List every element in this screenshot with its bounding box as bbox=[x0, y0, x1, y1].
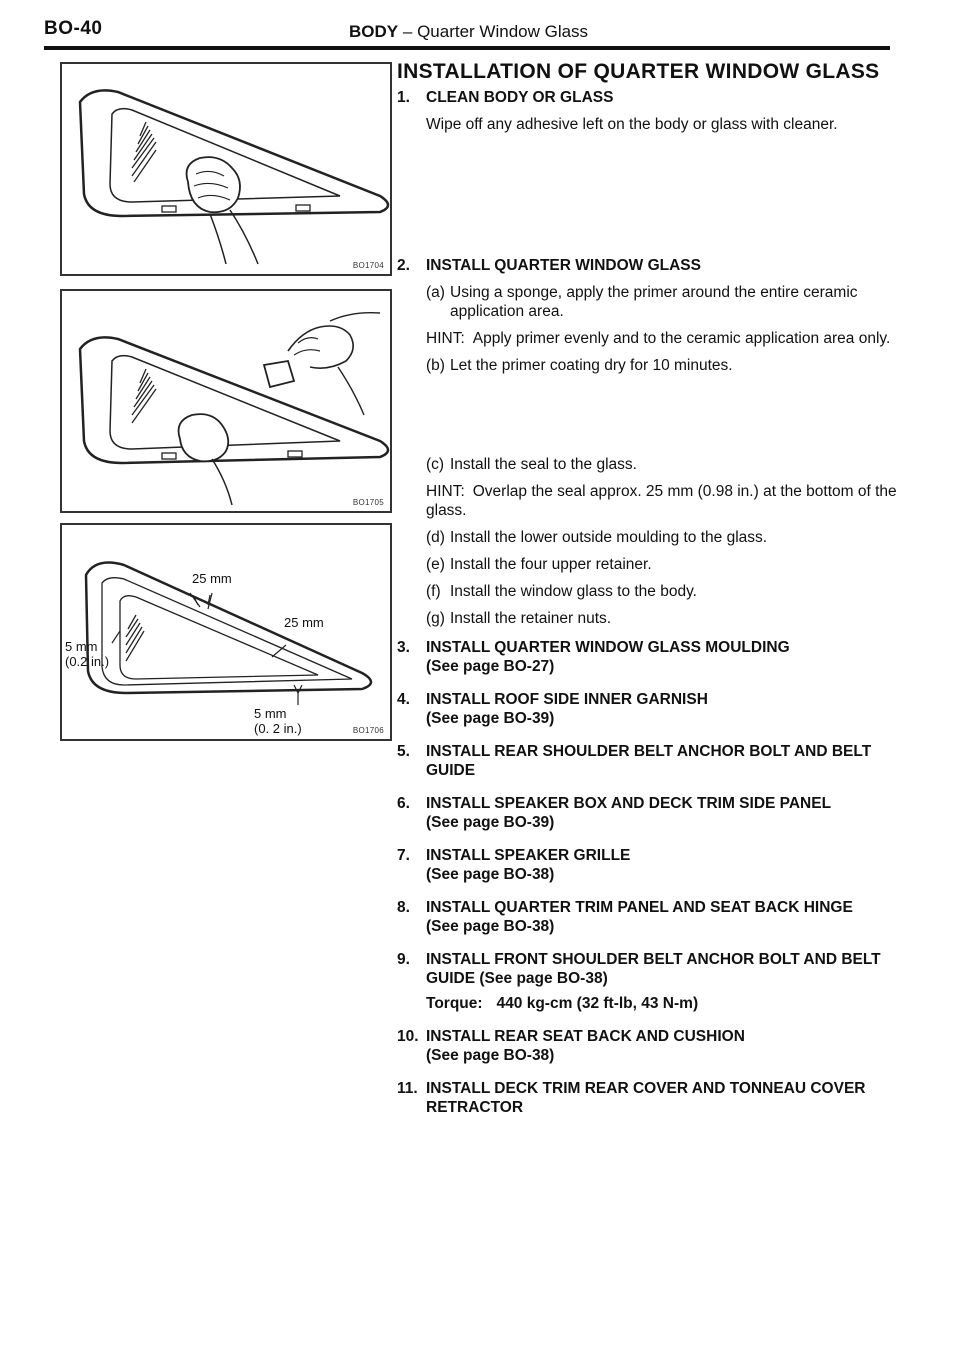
step-number: 11. bbox=[397, 1080, 418, 1097]
header-subsection: Quarter Window Glass bbox=[417, 22, 589, 41]
sub-label: (e) bbox=[426, 556, 445, 573]
sub-text: Install the four upper retainer. bbox=[450, 556, 652, 573]
step-number: 4. bbox=[397, 691, 410, 708]
step-title: INSTALL DECK TRIM REAR COVER AND TONNEAU COVER RETRACTOR bbox=[426, 1080, 866, 1116]
step-title: INSTALL REAR SEAT BACK AND CUSHION bbox=[426, 1028, 745, 1045]
page-reference: (See page BO-38) bbox=[426, 866, 555, 883]
step-title: INSTALL QUARTER WINDOW GLASS MOULDING bbox=[426, 639, 790, 656]
step-11-heading bbox=[397, 1079, 897, 1117]
illustration-apply-primer bbox=[62, 291, 390, 511]
sub-label: (b) bbox=[426, 357, 445, 374]
header-section: BODY bbox=[349, 22, 399, 41]
illustration-seal-dimensions bbox=[62, 525, 390, 739]
header-title bbox=[349, 22, 588, 42]
sub-label: (f) bbox=[426, 583, 441, 600]
step-number: 5. bbox=[397, 743, 410, 760]
step-10-heading bbox=[397, 1027, 897, 1065]
step-2e bbox=[397, 555, 897, 574]
sub-label: (g) bbox=[426, 610, 445, 627]
page-reference: (See page BO-38) bbox=[426, 918, 555, 935]
sub-label: (a) bbox=[426, 284, 445, 301]
hint-label: HINT: bbox=[426, 483, 465, 500]
section-title: INSTALLATION OF QUARTER WINDOW GLASS bbox=[397, 60, 880, 83]
hint-text: Overlap the seal approx. 25 mm (0.98 in.) at the bottom of the glass. bbox=[426, 483, 897, 519]
step-2a bbox=[397, 283, 897, 321]
step-title: INSTALL FRONT SHOULDER BELT ANCHOR BOLT AND BELT GUIDE (See page BO-38) bbox=[426, 951, 881, 987]
step-7-heading bbox=[397, 846, 897, 884]
step-2b bbox=[397, 356, 897, 375]
step-2g bbox=[397, 609, 897, 628]
step-title: INSTALL SPEAKER BOX AND DECK TRIM SIDE PANEL bbox=[426, 795, 832, 812]
sub-text: Let the primer coating dry for 10 minutes. bbox=[450, 357, 733, 374]
figure-code: BO1705 bbox=[352, 498, 384, 507]
step-1-text: Wipe off any adhesive left on the body or glass with cleaner. bbox=[426, 116, 838, 133]
step-number: 6. bbox=[397, 795, 410, 812]
hint-primer bbox=[397, 329, 897, 348]
step-8-heading bbox=[397, 898, 897, 936]
step-3-heading bbox=[397, 638, 897, 676]
step-number: 1. bbox=[397, 89, 410, 106]
figure-apply-primer bbox=[60, 289, 392, 513]
sub-text: Install the seal to the glass. bbox=[450, 456, 637, 473]
dimension-label: 5 mm bbox=[254, 706, 287, 721]
dimension-label: (0.2 in.) bbox=[65, 654, 110, 669]
step-4-heading bbox=[397, 690, 897, 728]
dimension-label: (0. 2 in.) bbox=[254, 721, 302, 736]
sub-text: Install the retainer nuts. bbox=[450, 610, 612, 627]
step-title: CLEAN BODY OR GLASS bbox=[426, 89, 614, 106]
page-reference: (See page BO-39) bbox=[426, 710, 555, 727]
step-number: 10. bbox=[397, 1028, 419, 1045]
torque-label: Torque: bbox=[426, 995, 483, 1012]
torque-value: 440 kg-cm (32 ft-lb, 43 N-m) bbox=[496, 995, 699, 1012]
sub-text: Install the window glass to the body. bbox=[450, 583, 697, 600]
step-title: INSTALL ROOF SIDE INNER GARNISH bbox=[426, 691, 708, 708]
step-title: INSTALL QUARTER WINDOW GLASS bbox=[426, 257, 701, 274]
hint-label: HINT: bbox=[426, 330, 465, 347]
step-2d bbox=[397, 528, 897, 547]
step-2f bbox=[397, 582, 897, 601]
page-number: BO-40 bbox=[44, 18, 103, 39]
step-9-heading bbox=[397, 950, 897, 988]
figure-clean-glass bbox=[60, 62, 392, 276]
header-rule bbox=[44, 46, 890, 50]
page-reference: (See page BO-38) bbox=[426, 1047, 555, 1064]
procedure-content bbox=[397, 62, 897, 1117]
dimension-label: 25 mm bbox=[192, 571, 232, 586]
step-number: 2. bbox=[397, 257, 410, 274]
page-reference: (See page BO-39) bbox=[426, 814, 555, 831]
header-dash: – bbox=[402, 22, 413, 41]
sub-label: (c) bbox=[426, 456, 445, 473]
figure-code: BO1706 bbox=[352, 726, 384, 735]
figure-seal-dimensions bbox=[60, 523, 392, 741]
sub-text: Install the lower outside moulding to the glass. bbox=[450, 529, 768, 546]
step-1-heading bbox=[397, 88, 897, 107]
dimension-label: 25 mm bbox=[284, 615, 324, 630]
step-2-heading bbox=[397, 256, 897, 275]
sub-text: Using a sponge, apply the primer around the entire ceramic application area. bbox=[450, 284, 858, 320]
step-number: 7. bbox=[397, 847, 410, 864]
page-reference: (See page BO-27) bbox=[426, 658, 555, 675]
step-5-heading bbox=[397, 742, 897, 780]
step-6-heading bbox=[397, 794, 897, 832]
sub-label: (d) bbox=[426, 529, 445, 546]
torque-spec bbox=[397, 994, 897, 1013]
step-title: INSTALL QUARTER TRIM PANEL AND SEAT BACK HINGE bbox=[426, 899, 853, 916]
hint-text: Apply primer evenly and to the ceramic application area only. bbox=[472, 330, 891, 347]
step-number: 3. bbox=[397, 639, 410, 656]
step-title: INSTALL SPEAKER GRILLE bbox=[426, 847, 631, 864]
step-title: INSTALL REAR SHOULDER BELT ANCHOR BOLT AND BELT GUIDE bbox=[426, 743, 872, 779]
figure-code: BO1704 bbox=[352, 261, 384, 270]
page-header bbox=[44, 18, 890, 52]
illustration-clean-glass bbox=[62, 64, 390, 274]
step-number: 9. bbox=[397, 951, 410, 968]
step-2c bbox=[397, 455, 897, 474]
dimension-label: 5 mm bbox=[65, 639, 98, 654]
hint-seal-overlap bbox=[397, 482, 897, 520]
step-number: 8. bbox=[397, 899, 410, 916]
